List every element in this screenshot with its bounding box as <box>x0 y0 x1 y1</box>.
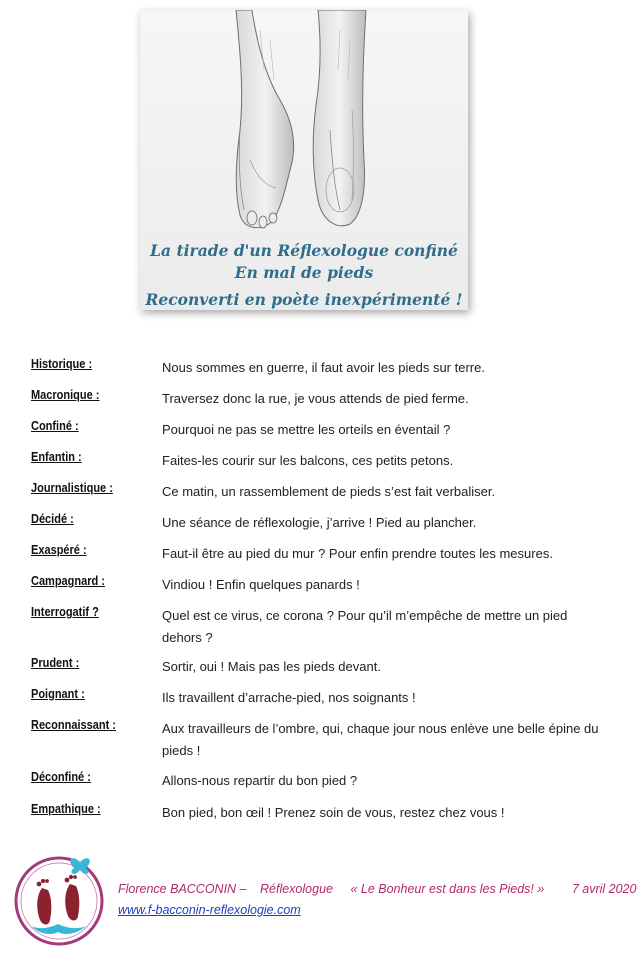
hero-title-line3: Reconverti en poète inexpérimenté ! <box>145 290 463 309</box>
hero-title-line1: La tirade d'un Réflexologue confiné <box>150 241 458 260</box>
entry-term: Reconnaissant : <box>31 718 116 732</box>
entry-term: Interrogatif ? <box>31 605 99 619</box>
reflexology-logo <box>8 848 110 950</box>
entry-term: Empathique : <box>31 802 101 816</box>
entry-term: Enfantin : <box>31 450 82 464</box>
butterfly-icon <box>70 858 90 874</box>
footer-role: Réflexologue <box>260 882 333 896</box>
left-foot-icon <box>37 888 51 925</box>
hero-title-line2: En mal de pieds <box>234 263 374 282</box>
entry-text: Sortir, oui ! Mais pas les pieds devant. <box>162 659 381 674</box>
entry-text: Ce matin, un rassemblement de pieds s’est fait verbaliser. <box>162 484 496 499</box>
entry-text: Ils travaillent d’arrache-pied, nos soignants ! <box>162 690 416 705</box>
entry-term: Confiné : <box>31 419 79 433</box>
footer-author: Florence BACCONIN – <box>118 882 247 896</box>
entry-text: Bon pied, bon œil ! Prenez soin de vous, restez chez vous ! <box>162 805 505 820</box>
entry-text: Traversez donc la rue, je vous attends de pied ferme. <box>162 391 469 406</box>
entry-term: Exaspéré : <box>31 543 87 557</box>
entry-term: Journalistique : <box>31 481 113 495</box>
entry-term: Poignant : <box>31 687 85 701</box>
entry-text: Vindiou ! Enfin quelques panards ! <box>162 577 360 592</box>
entry-term: Prudent : <box>31 656 80 670</box>
entry-text: Pourquoi ne pas se mettre les orteils en éventail ? <box>162 422 451 437</box>
entry-text: Faites-les courir sur les balcons, ces petits petons. <box>162 453 454 468</box>
entry-term: Décidé : <box>31 512 74 526</box>
footer-slogan: « Le Bonheur est dans les Pieds! » <box>350 882 545 896</box>
entry-term: Déconfiné : <box>31 770 91 784</box>
entry-text: Une séance de réflexologie, j’arrive ! Pied au plancher. <box>162 515 477 530</box>
hero-image <box>140 10 468 310</box>
entry-text: Nous sommes en guerre, il faut avoir les pieds sur terre. <box>162 360 485 375</box>
website-link[interactable]: www.f-bacconin-reflexologie.com <box>118 903 301 917</box>
footer-signature <box>118 882 638 896</box>
entry-text: Aux travailleurs de l’ombre, qui, chaque jour nous enlève une belle épine du pieds ! <box>162 721 599 758</box>
footer-date: 7 avril 2020 <box>571 882 637 896</box>
entry-term: Campagnard : <box>31 574 105 588</box>
hands-icon <box>32 924 86 934</box>
entry-text: Quel est ce virus, ce corona ? Pour qu’il m’empêche de mettre un pied dehors ? <box>162 608 568 645</box>
entry-term: Macronique : <box>31 388 100 402</box>
right-foot-icon <box>65 884 79 921</box>
entry-text: Faut-il être au pied du mur ? Pour enfin prendre toutes les mesures. <box>162 546 553 561</box>
entry-text: Allons-nous repartir du bon pied ? <box>162 773 358 788</box>
entry-term: Historique : <box>31 357 93 371</box>
